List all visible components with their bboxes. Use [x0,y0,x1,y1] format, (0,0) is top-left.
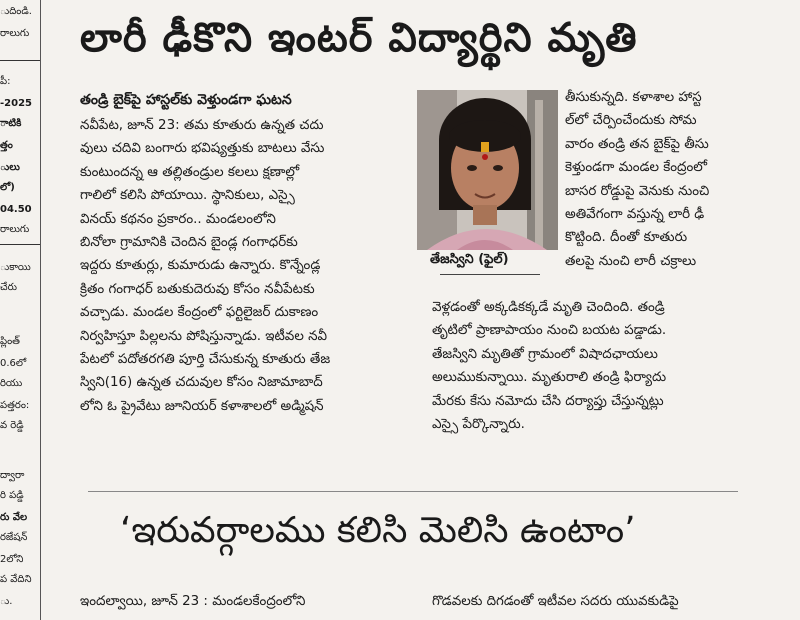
body-line: కొట్టింది. దీంతో కూతురు [565,230,688,246]
body-line: పేటలో పదోతరగతి పూర్తి చేసుకున్న కూతురు తేజ [80,352,331,368]
body-line: స్విని(16) ఉన్నత చదువుల కోసం నిజామాబాద్ [80,375,323,391]
second-article-column-1 [80,590,420,613]
left-fragment: 0.6లో [0,358,27,369]
body-line: ఇందల్వాయి, జూన్ 23 : మండలకేంద్రంలోని [80,594,306,609]
body-line: నిర్వహిస్తూ పిల్లలను పోషిస్తున్నాడు. ఇటీవల నవీ [80,328,327,344]
body-line: ఇద్దరు కూతుర్లు, కుమారుడు ఉన్నారు. కొన్నేండ్ల [80,258,321,274]
article-divider [88,491,738,492]
body-line: బినోలా గ్రామానికి చెందిన బైండ్ల గంగాధర్‌కు [80,235,298,251]
article-body-column-2 [565,86,787,273]
left-column-fragments [0,0,41,620]
body-line: బాసర రోడ్డుపై వెనుకు నుంచి [565,183,710,199]
photo-caption: తేజస్విని (ఫైల్) [430,252,509,267]
body-line: వులు చదివి బంగారు భవిష్యత్తుకు బాటలు వేసు [80,141,325,157]
body-line: క్రితం గంగాధర్ బతుకుదెరువు కోసం నవీపేటకు [80,281,315,297]
body-line: లోని ఓ ప్రైవేటు జూనియర్ కళాశాలలో అడ్మిషన్ [80,398,324,414]
left-fragment: రాలుగు [0,28,30,39]
body-line: మేరకు కేసు నమోదు చేసి దర్యాప్తు చేస్తున్నట్లు [432,393,664,409]
left-fragment: రి పడ్డి [0,490,24,501]
body-line: కెళ్తుండగా మండల కేంద్రంలో [565,160,708,176]
body-line: వినయ్ కథనం ప్రకారం.. మండలంలోని [80,211,276,227]
left-fragment: ప్లింత్ [0,336,20,347]
left-fragment: ప వేదిని [0,574,32,585]
left-fragment: త్తం [0,140,13,151]
article-body-column-1 [80,114,410,418]
body-line: తేజస్విని మృతితో గ్రామంలో విషాదఛాయలు [432,346,658,362]
article-headline: లారీ ఢీకొని ఇంటర్ విద్యార్థిని మృతి [80,15,638,61]
body-line: అలుముకున్నాయి. మృతురాలి తండ్రి ఫిర్యాదు [432,370,667,386]
left-rule [0,244,40,245]
left-fragment: 2లోని [0,554,24,565]
left-fragment: రియు [0,378,23,389]
left-fragment: ులు [0,162,20,173]
body-line: తలపై నుంచి లారీ చక్రాలు [565,253,697,269]
left-fragment: వ రెడ్డి [0,420,24,431]
body-line: ఎస్సై పేర్కొన్నారు. [432,417,525,433]
caption-rule [440,274,540,275]
left-fragment: పీ: [0,76,11,87]
left-fragment: ు. [0,596,13,607]
body-line: తృటిలో ప్రాణాపాయం నుంచి బయట పడ్డాడు. [432,323,667,339]
left-fragment: 04.50 [0,204,32,215]
body-line: వారం తండ్రి తన బైక్‌పై తీసు [565,136,709,152]
left-fragment: ద్వారా [0,470,25,481]
body-line: తీసుకున్నది. కళాశాల హాస్ట [565,90,702,105]
body-line: ల్‌లో చేర్పించేందుకు సోమ [565,113,697,129]
body-line: నవీపేట, జూన్ 23: తమ కూతురు ఉన్నత చదు [80,118,324,133]
body-line: గాలిలో కలిసి పోయాయి. స్థానికులు, ఎస్సై [80,188,295,204]
student-photo [417,90,558,250]
second-article-column-2 [432,590,787,613]
article-body-column-3 [432,296,787,436]
left-rule [0,60,40,61]
left-fragment: ుదిండి. [0,6,32,17]
left-fragment: ాటికి [0,118,22,129]
left-fragment: ుకాయి [0,262,31,273]
body-line: వెళ్లడంతో అక్కడికక్కడే మృతి చెందింది. తండ్రి [432,300,665,315]
left-fragment: రు వేల [0,512,28,523]
left-fragment: రాలుగు [0,224,30,235]
left-fragment: చేరు [0,282,17,293]
left-fragment: లో) [0,182,15,193]
body-line: కుంటుందన్న ఆ తల్లితండ్రుల కలలు క్షణాల్లో [80,164,300,180]
second-article-headline: ‘ఇరువర్గాలము కలిసి మెలిసి ఉంటాం’ [120,510,636,551]
left-fragment: పత్తరం: [0,400,30,411]
left-fragment: -2025 [0,98,32,109]
article-subheading: తండ్రి బైక్‌పై హాస్టల్‌కు వెళ్తుండగా ఘటన [80,92,292,108]
body-line: గొడవలకు దిగడంతో ఇటీవల సదరు యువకుడిపై [432,594,679,609]
body-line: వచ్చాడు. మండల కేంద్రంలో ఫర్టిలైజర్ దుకాణం [80,305,319,321]
left-fragment: రజేషన్ [0,532,28,543]
body-line: అతివేగంగా వస్తున్న లారీ ఢీ [565,207,705,223]
